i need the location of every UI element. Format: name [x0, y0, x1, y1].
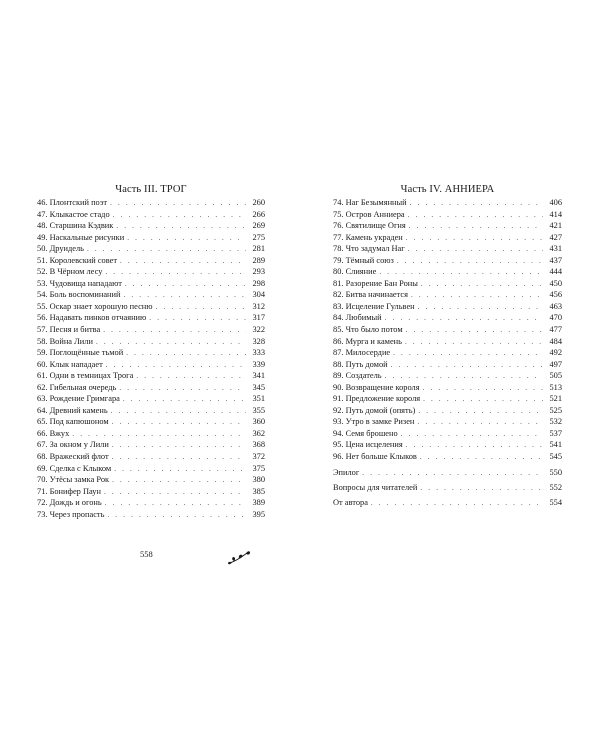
dot-leader	[119, 383, 246, 395]
chapter-page-number: 456	[549, 290, 562, 300]
toc-entry	[333, 497, 562, 509]
dot-leader	[405, 337, 543, 349]
chapter-page-number: 328	[252, 336, 265, 346]
dot-leader	[105, 267, 246, 279]
toc-list	[37, 197, 265, 520]
toc-entry	[333, 451, 562, 463]
chapter-title: 51. Королевский совет	[37, 255, 118, 265]
chapter-page-number: 355	[252, 405, 265, 415]
toc-entry	[333, 439, 562, 451]
chapter-page-number: 351	[252, 394, 265, 404]
toc-entry	[37, 428, 265, 440]
chapter-title: 72. Дождь и огонь	[37, 498, 102, 508]
chapter-page-number: 532	[549, 417, 562, 427]
toc-entry	[333, 255, 562, 267]
toc-entry	[37, 393, 265, 405]
chapter-page-number: 513	[549, 382, 562, 392]
toc-list	[333, 197, 562, 463]
toc-entry	[333, 278, 562, 290]
chapter-title: 63. Рождение Гримгара	[37, 394, 120, 404]
chapter-page-number: 437	[549, 255, 562, 265]
toc-entry	[37, 209, 265, 221]
toc-entry	[37, 359, 265, 371]
toc-entry	[37, 497, 265, 509]
chapter-title: 57. Песня и битва	[37, 325, 101, 335]
chapter-page-number: 431	[549, 244, 562, 254]
chapter-title: 75. Остров Анниера	[333, 209, 405, 219]
toc-entry	[37, 486, 265, 498]
dot-leader	[417, 417, 543, 429]
toc-entry	[37, 197, 265, 209]
dot-leader	[423, 394, 543, 406]
chapter-title: От автора	[333, 497, 368, 507]
toc-entry	[333, 393, 562, 405]
plant-sprig-ornament-icon	[227, 550, 251, 566]
chapter-page-number: 421	[549, 221, 562, 231]
chapter-title: 68. Вражеский флот	[37, 452, 109, 462]
chapter-page-number: 362	[252, 428, 265, 438]
chapter-page-number: 463	[549, 301, 562, 311]
toc-entry	[333, 359, 562, 371]
chapter-title: 76. Святилище Огня	[333, 221, 406, 231]
dot-leader	[423, 383, 543, 395]
dot-leader	[107, 510, 246, 522]
chapter-title: 55. Оскар знает хорошую песню	[37, 301, 153, 311]
chapter-page-number: 298	[252, 278, 265, 288]
dot-leader	[110, 198, 246, 210]
chapter-title: 52. В Чёрном лесу	[37, 267, 103, 277]
chapter-page-number: 389	[252, 498, 265, 508]
toc-entry	[333, 370, 562, 382]
dot-leader	[125, 279, 246, 291]
chapter-page-number: 322	[252, 325, 265, 335]
chapter-page-number: 372	[252, 452, 265, 462]
dot-leader	[114, 464, 246, 476]
dot-leader	[371, 498, 543, 510]
chapter-title: 70. Утёсы замка Рок	[37, 475, 110, 485]
toc-entry	[333, 232, 562, 244]
chapter-page-number: 492	[549, 348, 562, 358]
dot-leader	[127, 233, 246, 245]
chapter-page-number: 269	[252, 221, 265, 231]
chapter-title: 82. Битва начинается	[333, 290, 408, 300]
page-number: 558	[140, 549, 153, 559]
chapter-title: 66. Вжух	[37, 428, 70, 438]
chapter-page-number: 470	[549, 313, 562, 323]
toc-entry	[37, 255, 265, 267]
chapter-page-number: 289	[252, 255, 265, 265]
toc-entry	[37, 405, 265, 417]
chapter-page-number: 312	[252, 301, 265, 311]
toc-entry	[333, 289, 562, 301]
dot-leader	[406, 325, 543, 337]
chapter-title: 49. Наскальные рисунки	[37, 232, 125, 242]
chapter-page-number: 260	[252, 198, 265, 207]
chapter-page-number: 545	[549, 452, 562, 462]
chapter-title: 54. Боль воспоминаний	[37, 290, 121, 300]
toc-entry	[333, 209, 562, 221]
toc-entry	[333, 243, 562, 255]
dot-leader	[406, 233, 543, 245]
chapter-page-number: 266	[252, 209, 265, 219]
toc-entry	[333, 336, 562, 348]
toc-entry	[333, 347, 562, 359]
toc-column-right	[333, 183, 562, 508]
dot-leader	[411, 290, 543, 302]
dot-leader	[409, 221, 543, 233]
chapter-title: 62. Гибельная очередь	[37, 382, 117, 392]
toc-entry	[37, 243, 265, 255]
toc-entry	[333, 324, 562, 336]
chapter-title: 58. Война Лили	[37, 336, 93, 346]
toc-extras-list	[333, 467, 562, 509]
dot-leader	[105, 498, 246, 510]
dot-leader	[362, 468, 543, 480]
chapter-title: 78. Что задумал Наг	[333, 244, 405, 254]
chapter-title: 91. Предложение короля	[333, 394, 421, 404]
toc-entry	[37, 312, 265, 324]
chapter-page-number: 304	[252, 290, 265, 300]
toc-entry	[333, 482, 562, 494]
dot-leader	[418, 406, 543, 418]
dot-leader	[126, 348, 246, 360]
chapter-page-number: 406	[549, 198, 562, 207]
dot-leader	[156, 302, 246, 314]
chapter-title: 67. За окном у Лили	[37, 440, 109, 450]
chapter-page-number: 341	[252, 371, 265, 381]
chapter-title: 88. Путь домой	[333, 359, 388, 369]
chapter-title: 46. Плонтский поэт	[37, 198, 108, 207]
chapter-page-number: 395	[252, 509, 265, 519]
chapter-title: 50. Друидель	[37, 244, 84, 254]
dot-leader	[120, 256, 246, 268]
chapter-title: 86. Мурга и камень	[333, 336, 402, 346]
chapter-title: 71. Бонифер Паун	[37, 486, 101, 496]
toc-entry	[37, 301, 265, 313]
toc-entry	[37, 336, 265, 348]
dot-leader	[420, 452, 543, 464]
toc-entry	[333, 405, 562, 417]
chapter-title: 87. Милосердие	[333, 348, 391, 358]
dot-leader	[393, 348, 543, 360]
chapter-title: 61. Одни в темницах Трога	[37, 371, 134, 381]
toc-entry	[333, 220, 562, 232]
chapter-page-number: 444	[549, 267, 562, 277]
toc-entry	[37, 232, 265, 244]
dot-leader	[391, 360, 543, 372]
chapter-page-number: 380	[252, 475, 265, 485]
chapter-title: 80. Слияние	[333, 267, 377, 277]
toc-entry	[37, 463, 265, 475]
chapter-title: 48. Старшина Кэдвик	[37, 221, 114, 231]
chapter-page-number: 414	[549, 209, 562, 219]
toc-entry	[37, 347, 265, 359]
chapter-title: 84. Любимый	[333, 313, 382, 323]
chapter-page-number: 497	[549, 359, 562, 369]
toc-entry	[333, 416, 562, 428]
chapter-title: 69. Сделка с Клыком	[37, 463, 112, 473]
dot-leader	[149, 313, 246, 325]
chapter-page-number: 375	[252, 463, 265, 473]
chapter-title: 47. Клыкастое стадо	[37, 209, 110, 219]
dot-leader	[421, 279, 543, 291]
dot-leader	[408, 244, 543, 256]
toc-entry	[333, 197, 562, 209]
chapter-page-number: 554	[549, 497, 562, 507]
chapter-page-number: 333	[252, 348, 265, 358]
dot-leader	[111, 406, 246, 418]
chapter-page-number: 345	[252, 382, 265, 392]
chapter-title: 93. Утро в замке Ризен	[333, 417, 415, 427]
chapter-title: 59. Поглощённые тьмой	[37, 348, 124, 358]
dot-leader	[112, 475, 246, 487]
toc-entry	[37, 416, 265, 428]
chapter-page-number: 541	[549, 440, 562, 450]
chapter-page-number: 537	[549, 428, 562, 438]
chapter-title: 79. Тёмный союз	[333, 255, 394, 265]
dot-leader	[410, 198, 543, 210]
chapter-page-number: 385	[252, 486, 265, 496]
dot-leader	[113, 210, 246, 222]
toc-entry	[37, 266, 265, 278]
toc-entry	[333, 382, 562, 394]
chapter-title: 60. Клык нападает	[37, 359, 103, 369]
dot-leader	[112, 417, 246, 429]
chapter-title: 92. Путь домой (опять)	[333, 405, 416, 415]
chapter-title: 96. Нет больше Клыков	[333, 452, 417, 462]
dot-leader	[385, 313, 543, 325]
chapter-page-number: 339	[252, 359, 265, 369]
chapter-title: 85. Что было потом	[333, 325, 403, 335]
toc-entry	[333, 312, 562, 324]
chapter-page-number: 450	[549, 278, 562, 288]
toc-entry	[333, 266, 562, 278]
toc-entry	[37, 220, 265, 232]
chapter-title: Эпилог	[333, 467, 360, 477]
chapter-page-number: 281	[252, 244, 265, 254]
toc-entry	[37, 439, 265, 451]
dot-leader	[406, 440, 543, 452]
dot-leader	[123, 394, 246, 406]
toc-column-left	[37, 183, 265, 520]
toc-entry	[37, 278, 265, 290]
toc-entry	[333, 467, 562, 479]
chapter-title: 64. Древний камень	[37, 405, 108, 415]
toc-entry	[37, 509, 265, 521]
chapter-title: 65. Под капюшоном	[37, 417, 109, 427]
chapter-page-number: 525	[549, 405, 562, 415]
chapter-title: 53. Чудовища нападают	[37, 278, 122, 288]
chapter-page-number: 477	[549, 325, 562, 335]
chapter-page-number: 360	[252, 417, 265, 427]
chapter-page-number: 552	[549, 482, 562, 492]
dot-leader	[103, 325, 246, 337]
chapter-page-number: 484	[549, 336, 562, 346]
dot-leader	[112, 452, 246, 464]
chapter-page-number: 368	[252, 440, 265, 450]
chapter-title: Вопросы для читателей	[333, 482, 418, 492]
chapter-page-number: 317	[252, 313, 265, 323]
toc-entry	[37, 451, 265, 463]
chapter-title: 73. Через пропасть	[37, 509, 105, 519]
dot-leader	[408, 210, 543, 222]
dot-leader	[136, 371, 246, 383]
toc-entry	[333, 428, 562, 440]
toc-entry	[37, 382, 265, 394]
chapter-page-number: 275	[252, 232, 265, 242]
chapter-page-number: 521	[549, 394, 562, 404]
dot-leader	[397, 256, 543, 268]
chapter-title: 90. Возвращение короля	[333, 382, 420, 392]
chapter-title: 77. Камень украден	[333, 232, 403, 242]
part-title: Часть III. ТРОГ	[115, 184, 187, 195]
chapter-title: 83. Исцеление Гульвен	[333, 301, 415, 311]
dot-leader	[420, 483, 543, 495]
dot-leader	[116, 221, 246, 233]
toc-entry	[37, 474, 265, 486]
chapter-title: 94. Семя брошено	[333, 428, 398, 438]
chapter-page-number: 427	[549, 232, 562, 242]
chapter-page-number: 293	[252, 267, 265, 277]
toc-entry	[37, 370, 265, 382]
chapter-title: 81. Разорение Бан Роны	[333, 278, 418, 288]
toc-entry	[37, 289, 265, 301]
dot-leader	[104, 487, 246, 499]
toc-entry	[333, 301, 562, 313]
dot-leader	[418, 302, 543, 314]
chapter-title: 56. Надавать пинков отчаянию	[37, 313, 147, 323]
chapter-title: 74. Наг Безымянный	[333, 198, 407, 207]
part-title: Часть IV. АННИЕРА	[400, 184, 495, 195]
toc-entry	[37, 324, 265, 336]
dot-leader	[401, 429, 543, 441]
chapter-title: 89. Создатель	[333, 371, 382, 381]
chapter-page-number: 505	[549, 371, 562, 381]
chapter-page-number: 550	[549, 467, 562, 477]
dot-leader	[112, 440, 246, 452]
chapter-title: 95. Цена исцеления	[333, 440, 403, 450]
